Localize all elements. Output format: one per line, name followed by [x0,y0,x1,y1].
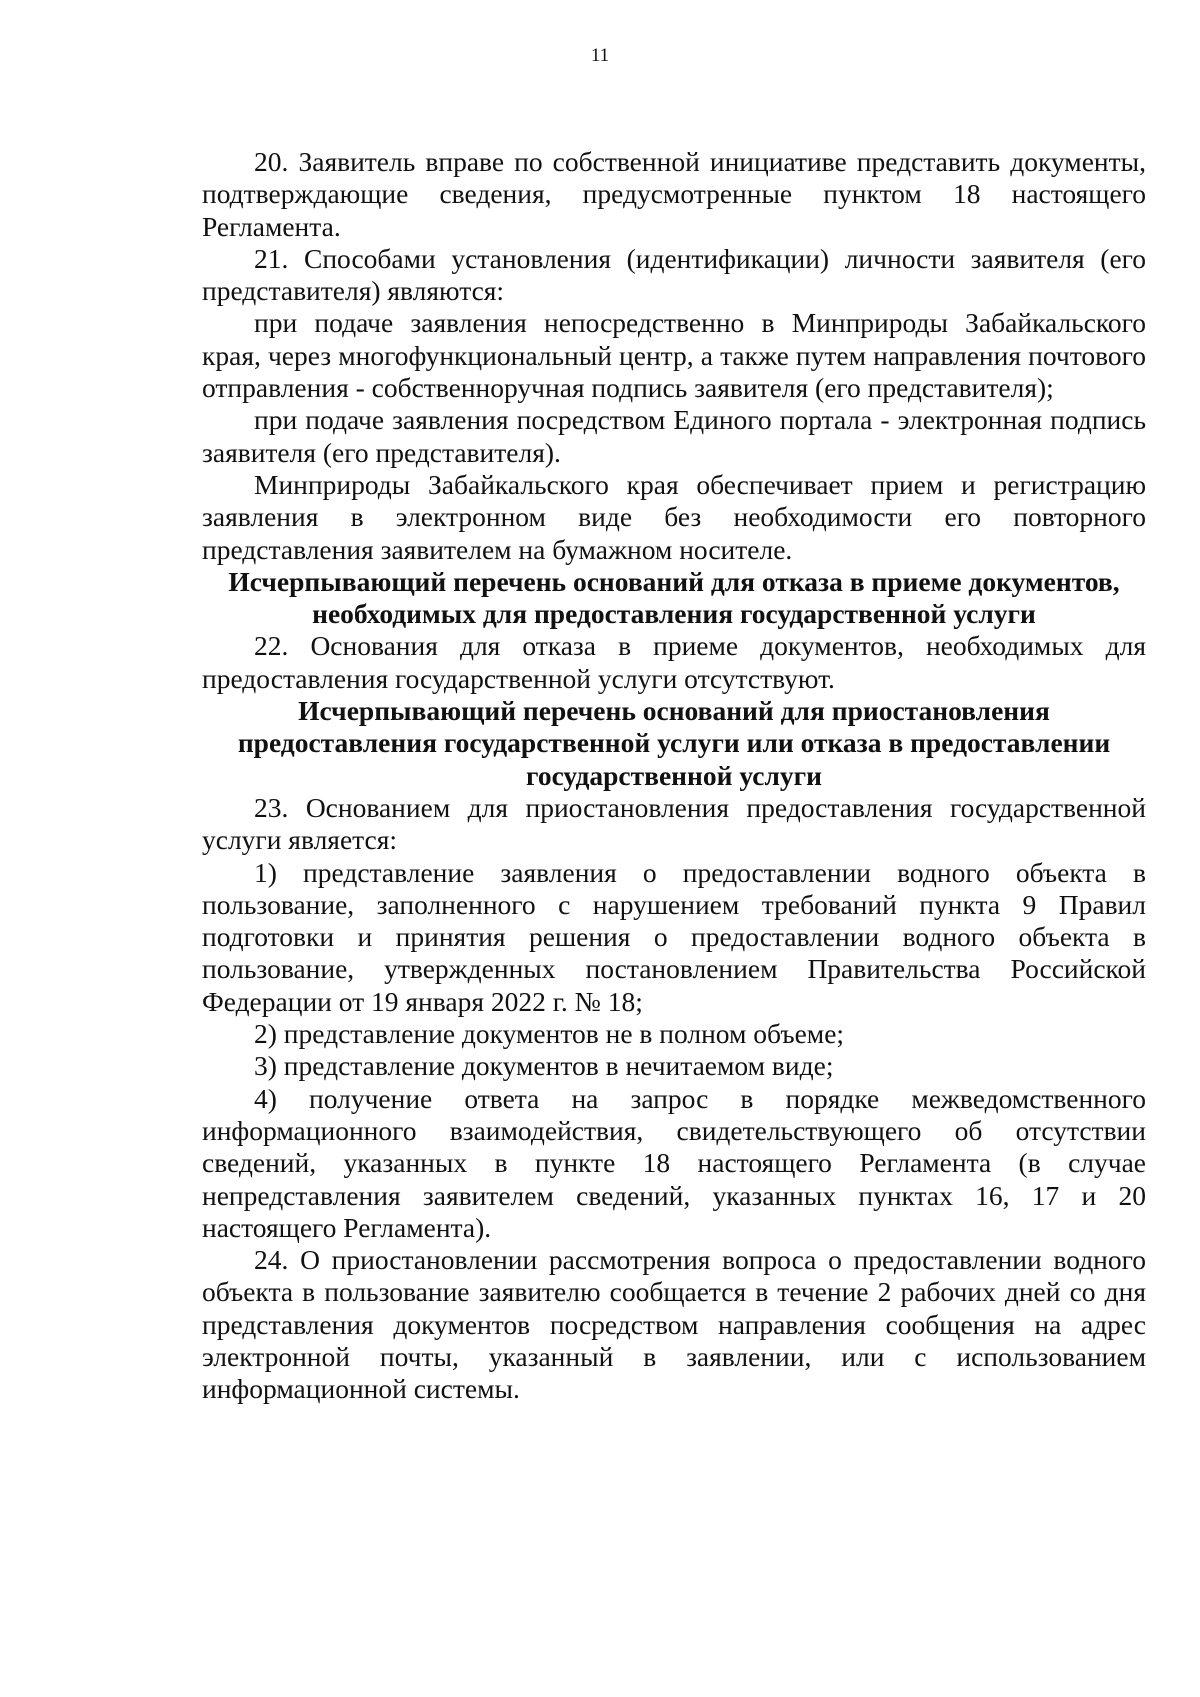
paragraph-20: 20. Заявитель вправе по собственной инициативе представить документы, подтверждающие сведения, предусмотренные пунктом 18 настоящего Регламента. [202,146,1146,242]
document-body [202,146,1146,1406]
paragraph-21-direct-submission: при подаче заявления непосредственно в Минприроды Забайкальского края, через многофункциональный центр, а также путем направления почтового отправления - собственноручная подпись заявителя (его представителя); [202,307,1146,404]
paragraph-23: 23. Основанием для приостановления предоставления государственной услуги является: [202,791,1146,856]
page-number: 11 [590,45,610,66]
paragraph-21-electronic-registration: Минприроды Забайкальского края обеспечивает прием и регистрацию заявления в электронном виде без необходимости его повторного представления заявителем на бумажном носителе. [202,468,1146,565]
paragraph-23-item-3: 3) представление документов в нечитаемом виде; [254,1050,834,1082]
paragraph-23-item-2: 2) представление документов не в полном объеме; [254,1018,845,1050]
section-heading-suspension-refusal: Исчерпывающий перечень оснований для приостановления предоставления государственной услуги или отказа в предоставлении государственной услуги [237,695,1111,791]
paragraph-21: 21. Способами установления (идентификации) личности заявителя (его представителя) являются: [202,242,1146,307]
paragraph-23-item-1: 1) представление заявления о предоставлении водного объекта в пользование, заполненного с нарушением требований пункта 9 Правил подготовки и принятия решения о предоставлении водного объекта в пользование, утвержденных постановлением Правительства Российской Федерации от 19 января 2022 г. № 18; [202,856,1146,1017]
section-heading-refusal-acceptance: Исчерпывающий перечень оснований для отказа в приеме документов, необходимых для предоставления государственной услуги [228,565,1120,630]
paragraph-22: 22. Основания для отказа в приеме документов, необходимых для предоставления государственной услуги отсутствуют. [202,630,1146,694]
paragraph-24: 24. О приостановлении рассмотрения вопроса о предоставлении водного объекта в пользование заявителю сообщается в течение 2 рабочих дней со дня представления документов посредством направления сообщения на адрес электронной почты, указанный в заявлении, или с использованием информационной системы. [202,1244,1146,1405]
paragraph-21-portal-submission: при подаче заявления посредством Единого портала - электронная подпись заявителя (его представителя). [202,404,1146,468]
paragraph-23-item-4: 4) получение ответа на запрос в порядке межведомственного информационного взаимодействия, свидетельствующего об отсутствии сведений, указанных в пункте 18 настоящего Регламента (в случае непредставления заявителем сведений, указанных пунктах 16, 17 и 20 настоящего Регламента). [202,1082,1146,1243]
